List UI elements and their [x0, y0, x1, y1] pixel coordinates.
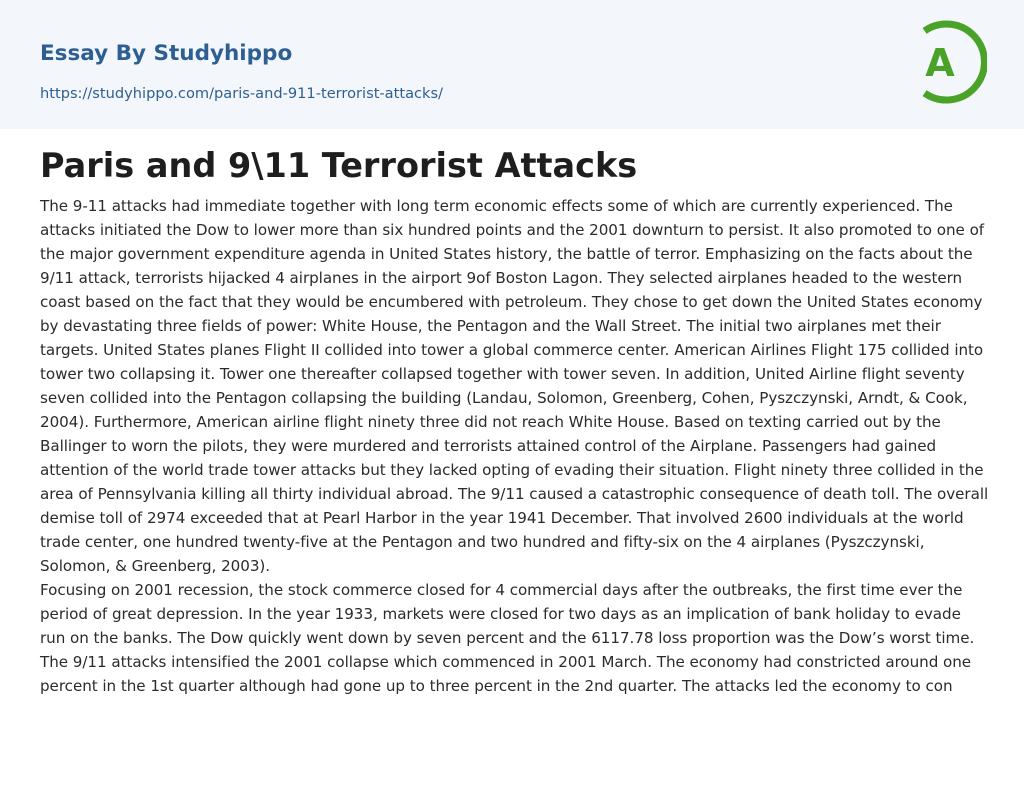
studyhippo-logo-icon[interactable]	[912, 18, 987, 106]
article-title: Paris and 9\11 Terrorist Attacks	[40, 146, 638, 185]
source-url-link[interactable]: https://studyhippo.com/paris-and-911-terrorist-attacks/	[40, 85, 444, 102]
article-body	[40, 194, 990, 698]
logo-letter: A	[925, 41, 955, 85]
article-paragraph: Focusing on 2001 recession, the stock commerce closed for 4 commercial days after the outbreaks, the first time ever the period of great depression. In the year 1933, markets were closed for two days as an implication of bank holiday to evade run on the banks. The Dow quickly went down by seven percent and the 6117.78 loss proportion was the Dow’s worst time. The 9/11 attacks intensified the 2001 collapse which commenced in 2001 March. The economy had constricted around one percent in the 1st quarter although had gone up to three percent in the 2nd quarter. The attacks led the economy to con	[40, 581, 975, 695]
article-paragraph: The 9-11 attacks had immediate together with long term economic effects some of which are currently experienced. The attacks initiated the Dow to lower more than six hundred points and the 2001 downturn to persist. It also promoted to one of the major government expenditure agenda in United States history, the battle of terror. Emphasizing on the facts about the 9/11 attack, terrorists hijacked 4 airplanes in the airport 9of Boston Lagon. They selected airplanes headed to the western coast based on the fact that they would be encumbered with petroleum. They chose to get down the United States economy by devastating three fields of power: White House, the Pentagon and the Wall Street. The initial two airplanes met their targets. United States planes Flight II collided into tower a global commerce center. American Airlines Flight 175 collided into tower two collapsing it. Tower one thereafter collapsed together with tower seven. In addition, United Airline flight seventy seven collided into the Pentagon collapsing the building (Landau, Solomon, Greenberg, Cohen, Pyszczynski, Arndt, & Cook, 2004). Furthermore, American airline flight ninety three did not reach White House. Based on texting carried out by the Ballinger to worn the pilots, they were murdered and terrorists attained control of the Airplane. Passengers had gained attention of the world trade tower attacks but they lacked opting of evading their situation. Flight ninety three collided in the area of Pennsylvania killing all thirty individual abroad. The 9/11 caused a catastrophic consequence of death toll. The overall demise toll of 2974 exceeded that at Pearl Harbor in the year 1941 December. That involved 2600 individuals at the world trade center, one hundred twenty-five at the Pentagon and two hundred and fifty-six on the 4 airplanes (Pyszczynski, Solomon, & Greenberg, 2003).	[40, 197, 989, 575]
brand-title: Essay By Studyhippo	[40, 41, 293, 66]
site-header	[0, 0, 1024, 129]
